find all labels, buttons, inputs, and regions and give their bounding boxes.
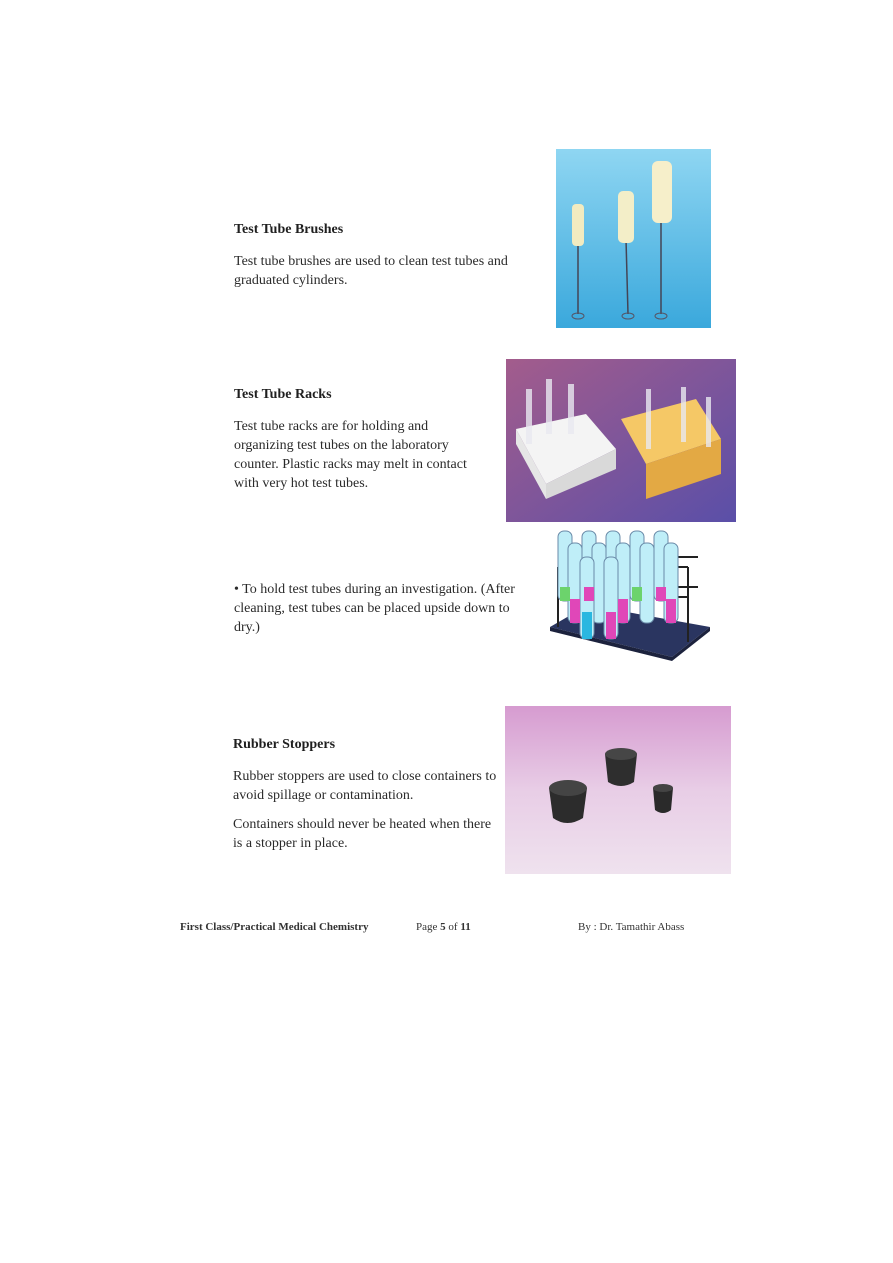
heading-test-tube-brushes: Test Tube Brushes <box>234 222 344 237</box>
test-tube-brushes-photo <box>556 149 711 328</box>
test-tube-racks-photo <box>506 359 736 522</box>
text-hold-test-tubes: • To hold test tubes during an investigation. (After cleaning, test tubes can be placed upside down to dry.) <box>234 582 515 635</box>
rack-tubes-illustration <box>548 527 712 662</box>
stoppers-illustration <box>505 706 731 874</box>
text-rubber-stoppers-2: Containers should never be heated when there is a stopper in place. <box>233 817 492 851</box>
footer-author: By : Dr. Tamathir Abass <box>578 921 685 933</box>
rubber-stoppers-photo <box>505 706 731 874</box>
heading-test-tube-racks: Test Tube Racks <box>234 387 332 402</box>
racks-illustration <box>506 359 736 522</box>
footer-course: First Class/Practical Medical Chemistry <box>180 921 369 933</box>
section-hold-test-tubes <box>234 580 529 647</box>
text-test-tube-racks: Test tube racks are for holding and organizing test tubes on the laboratory counter. Plastic racks may melt in contact with very hot test tubes. <box>234 419 467 491</box>
footer-page-number: Page 5 of 11 <box>416 921 471 933</box>
section-test-tube-brushes <box>234 222 524 300</box>
text-test-tube-brushes: Test tube brushes are used to clean test tubes and graduated cylinders. <box>234 254 508 288</box>
test-tube-rack-illustration <box>548 527 712 662</box>
brushes-illustration <box>556 149 711 328</box>
heading-rubber-stoppers: Rubber Stoppers <box>233 737 336 752</box>
text-rubber-stoppers-1: Rubber stoppers are used to close containers to avoid spillage or contamination. <box>233 769 497 803</box>
section-test-tube-racks <box>234 387 484 503</box>
section-rubber-stoppers <box>233 737 498 863</box>
